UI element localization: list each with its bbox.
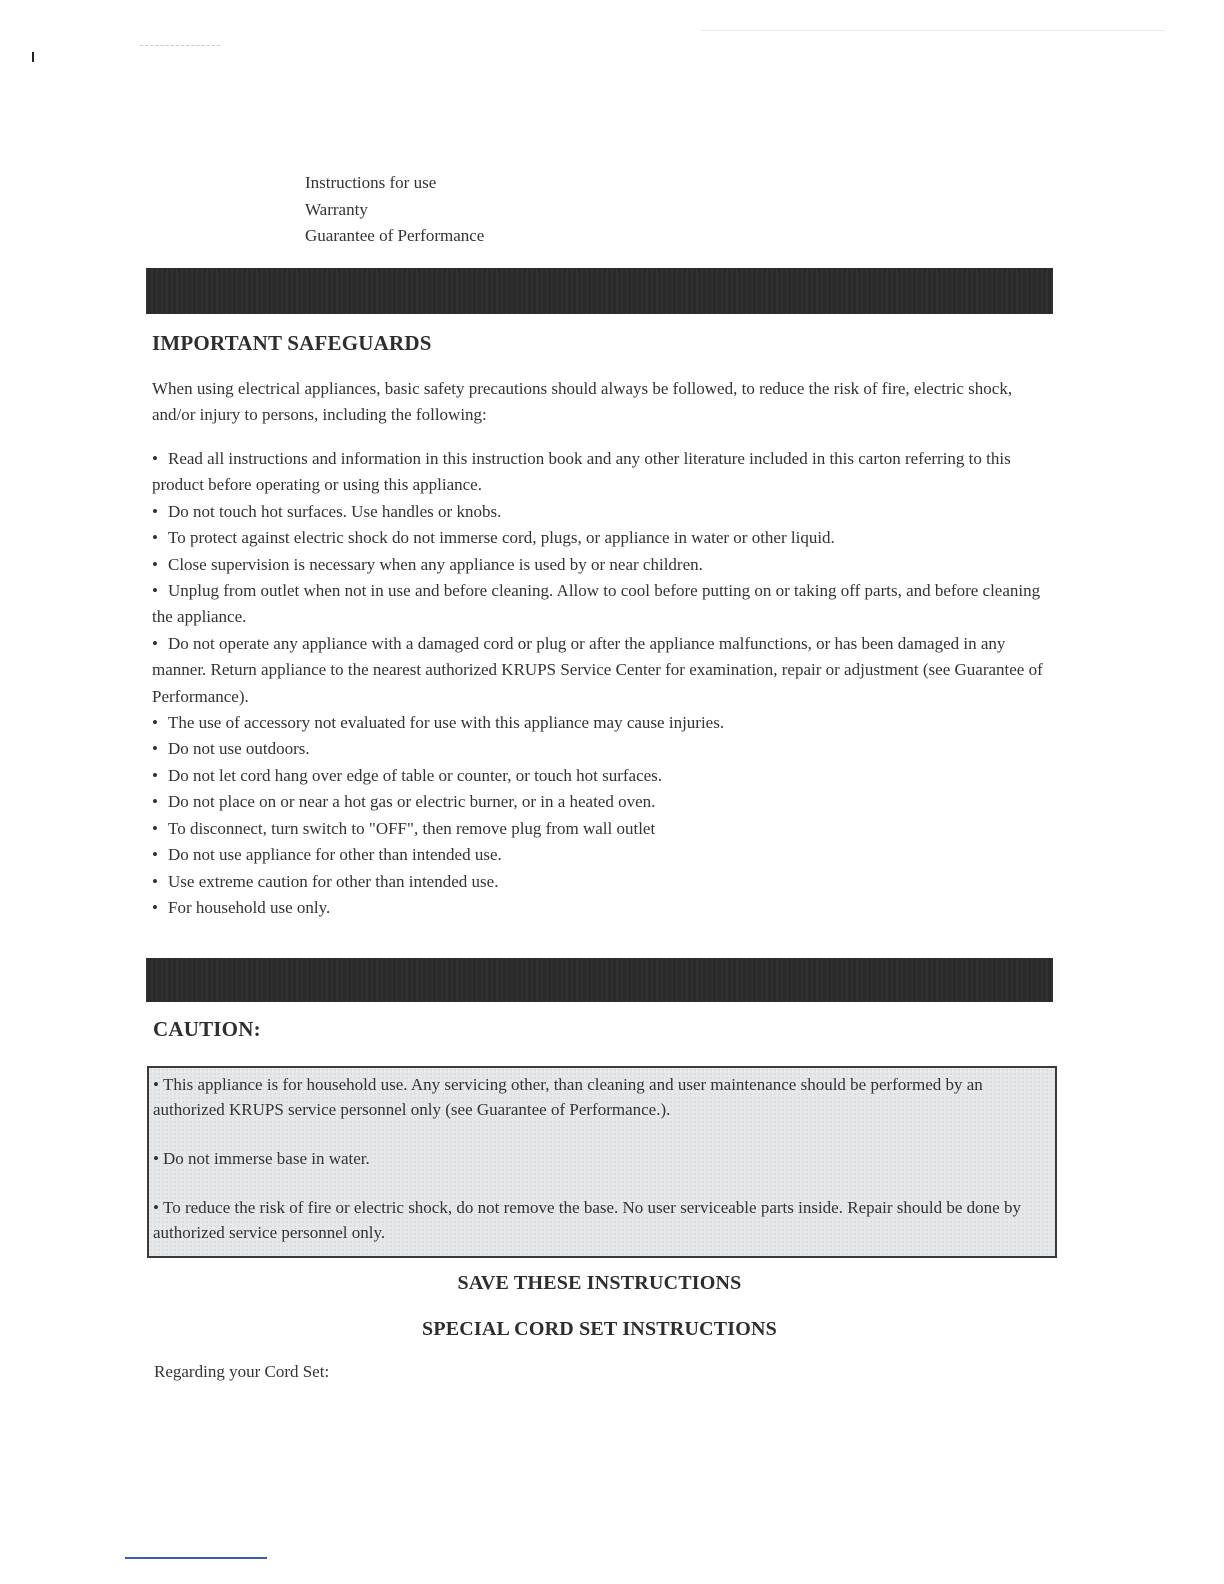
safeguard-item-text: Do not touch hot surfaces. Use handles or knobs. [168, 501, 502, 521]
safeguards-intro: When using electrical appliances, basic safety precautions should always be followed, to reduce the risk of fire, electric shock, and/or injury to persons, including the following: [152, 379, 1013, 424]
safeguard-item-text: To disconnect, turn switch to "OFF", then remove plug from wall outlet [168, 818, 656, 838]
scan-artifact-mark [32, 52, 34, 62]
safeguard-item [152, 895, 1052, 921]
save-instructions-heading: SAVE THESE INSTRUCTIONS [457, 1272, 742, 1294]
safeguard-item-text: Do not operate any appliance with a damaged cord or plug or after the appliance malfunctions, or has been damaged in any manner. Return appliance to the nearest authorized KRUPS Service Center for examination, repair or adjustment (see Guarantee of Performance). [152, 633, 1043, 706]
cord-set-intro: Regarding your Cord Set: [154, 1362, 330, 1381]
safeguard-item-text: Read all instructions and information in this instruction book and any other literature included in this carton referring to this product before operating or using this appliance. [152, 449, 1011, 495]
safeguard-item-text: Use extreme caution for other than intended use. [168, 871, 499, 891]
caution-box [147, 1066, 1057, 1258]
cord-set-heading: SPECIAL CORD SET INSTRUCTIONS [422, 1318, 777, 1340]
section-divider-bar [146, 958, 1053, 1002]
bullet-icon: • [153, 1198, 159, 1217]
section-divider-bar [146, 268, 1053, 314]
caution-item [153, 1195, 1051, 1245]
safeguard-item [152, 736, 1052, 762]
safeguard-item [152, 842, 1052, 868]
safeguard-item-text: Do not use appliance for other than intended use. [168, 845, 502, 865]
safeguard-item-text: Do not place on or near a hot gas or electric burner, or in a heated oven. [168, 792, 656, 812]
contents-item-guarantee: Guarantee of Performance [305, 226, 485, 245]
bullet-icon: • [153, 1149, 159, 1168]
safeguard-item [152, 710, 1052, 736]
safeguard-item-text: The use of accessory not evaluated for use with this appliance may cause injuries. [168, 713, 725, 733]
safeguards-heading: IMPORTANT SAFEGUARDS [152, 331, 432, 355]
contents-item-instructions: Instructions for use [305, 173, 437, 192]
safeguard-item [152, 816, 1052, 842]
safeguard-item-text: To protect against electric shock do not immerse cord, plugs, or appliance in water or other liquid. [168, 528, 835, 548]
safeguard-item [152, 552, 1052, 578]
contents-item-warranty: Warranty [305, 199, 368, 219]
safeguard-item-text: Do not use outdoors. [168, 739, 310, 759]
safeguard-item [152, 578, 1052, 631]
safeguard-item-text: Do not let cord hang over edge of table or counter, or touch hot surfaces. [168, 765, 663, 785]
safeguard-item [152, 789, 1052, 815]
contents-list [305, 170, 484, 250]
scan-artifact-underline [125, 1557, 267, 1559]
safeguard-item-text: For household use only. [168, 897, 331, 917]
scan-artifact-line [700, 30, 1165, 31]
safeguard-item [152, 446, 1052, 499]
caution-heading: CAUTION: [153, 1017, 261, 1041]
caution-item-text: Do not immerse base in water. [163, 1149, 370, 1168]
safeguard-item-text: Close supervision is necessary when any appliance is used by or near children. [168, 554, 703, 574]
safeguard-item [152, 631, 1052, 710]
bullet-icon: • [153, 1075, 159, 1094]
safeguard-item [152, 525, 1052, 551]
safeguard-item-text: Unplug from outlet when not in use and before cleaning. Allow to cool before putting on or taking off parts, and before cleaning the appliance. [152, 581, 1041, 627]
safeguard-item [152, 499, 1052, 525]
scan-artifact-dash [140, 45, 220, 47]
caution-item-text: This appliance is for household use. Any servicing other, than cleaning and user maintenance should be performed by an authorized KRUPS service personnel only (see Guarantee of Performance.). [153, 1075, 983, 1119]
caution-item-text: To reduce the risk of fire or electric shock, do not remove the base. No user serviceable parts inside. Repair should be done by authorized service personnel only. [153, 1198, 1021, 1242]
caution-item [153, 1146, 1051, 1171]
safeguards-list [152, 446, 1052, 921]
caution-item [153, 1072, 1051, 1122]
safeguard-item [152, 869, 1052, 895]
safeguard-item [152, 763, 1052, 789]
